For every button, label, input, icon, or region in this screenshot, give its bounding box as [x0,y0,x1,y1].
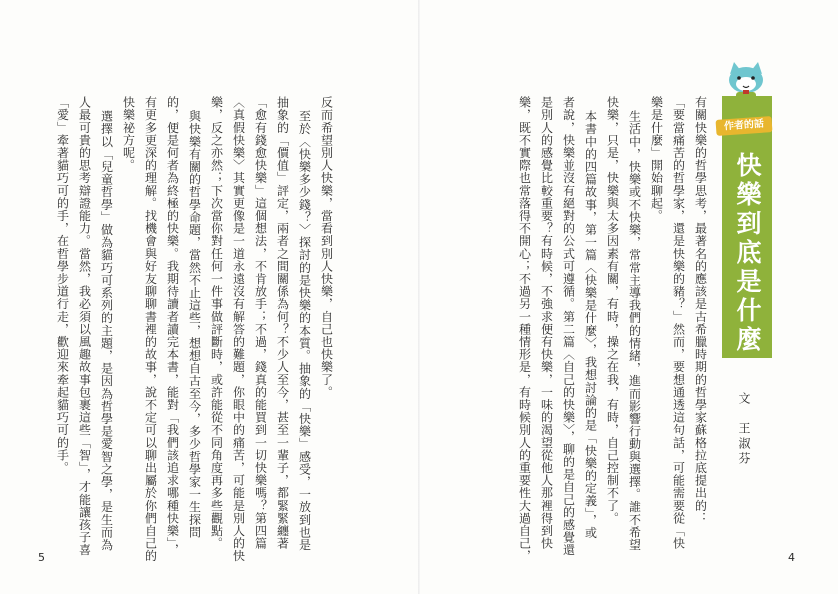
text-column: 反而希望別人快樂，當看到別人快樂，自己也快樂了。 [319,96,334,399]
author-name: 王淑芬 [737,422,751,467]
text-column: 樂是什麼」開始聊起。 [649,96,664,222]
text-column: 樂，反之亦然；下次當你對任何一件事做評斷時，或許能從不同角度再多些觀點。 [209,96,224,550]
text-column: 抽象的「價值」評定，兩者之間關係為何？不少人至今，甚至一輩子，都緊緊纏著 [275,96,290,550]
text-column: 至於〈快樂多少錢？〉探討的是快樂的本質。抽象的「快樂」感受，一放到也是 [297,110,312,551]
text-column: 快樂祕方呢。 [121,96,136,172]
text-column: 快樂，只是，快樂與太多因素有關，有時，操之在我，有時，自己控制不了。 [605,96,620,525]
text-column: 有關快樂的哲學思考，最著名的應該是古希臘時期的哲學家蘇格拉底提出的： [693,96,708,525]
text-column: 有更多更深的理解。找機會與好友聊聊書裡的故事，說不定可以聊出屬於你們自己的 [143,96,158,563]
chapter-banner [722,96,772,358]
text-column: 的，便是何者為終極的快樂。我期待讀者讀完本書，能對「我們該追求哪種快樂」， [165,96,180,557]
text-column: 樂，既不實際也常落得不開心；不過另一種情形是，有時候別人的重要性大過自己， [517,96,532,563]
page-gutter [418,0,420,594]
author-label: 文 [737,392,751,407]
text-column: 者說，快樂並沒有絕對的公式可遵循。第二篇〈自己的快樂〉，聊的是自己的感覺還 [561,96,576,557]
text-column: 與快樂有關的哲學命題，當然不止這些，想想自古至今，多少哲學家一生探問 [187,110,202,539]
text-column: 「愛」牽著貓巧可的手，在哲學步道行走，歡迎來牽起貓巧可的手。 [55,96,70,474]
text-column: 本書中的四篇故事，第一篇〈快樂是什麼〉，我想討論的是「快樂的定義」，或 [583,110,598,539]
text-column: 生活中，快樂或不快樂，常常主導我們的情緒，進而影響行動與選擇。誰不希望 [627,110,642,551]
text-column: 選擇以「兒童哲學」做為貓巧可系列的主題，是因為哲學是愛智之學，是生而為 [99,110,114,551]
text-column: 「愈有錢愈快樂」這個想法，不肯放手；不過，錢真的能買到一切快樂嗎？第四篇 [253,96,268,550]
text-column: 「要當痛苦的哲學家，還是快樂的豬？」然而，要想通透這句話，可能需要從「快 [671,96,686,550]
banner-title: 快樂到底是什麼 [733,152,762,355]
text-column: 人最可貴的思考辯證能力。當然，我必須以風趣故事包裹這些「智」，才能讓孩子喜 [77,96,92,557]
author-credit [736,392,752,467]
page-number-right: 4 [788,551,795,564]
author-note-badge: 作者的話 [716,116,773,136]
text-column: 〈真假快樂〉其實更像是一道永遠沒有解答的難題，你眼中的痛苦，可能是別人的快 [231,96,246,563]
text-column: 是別人的感覺比較重要？有時候，不強求便有快樂，一味的渴望從他人那裡得到快 [539,96,554,550]
page-number-left: 5 [38,551,45,564]
